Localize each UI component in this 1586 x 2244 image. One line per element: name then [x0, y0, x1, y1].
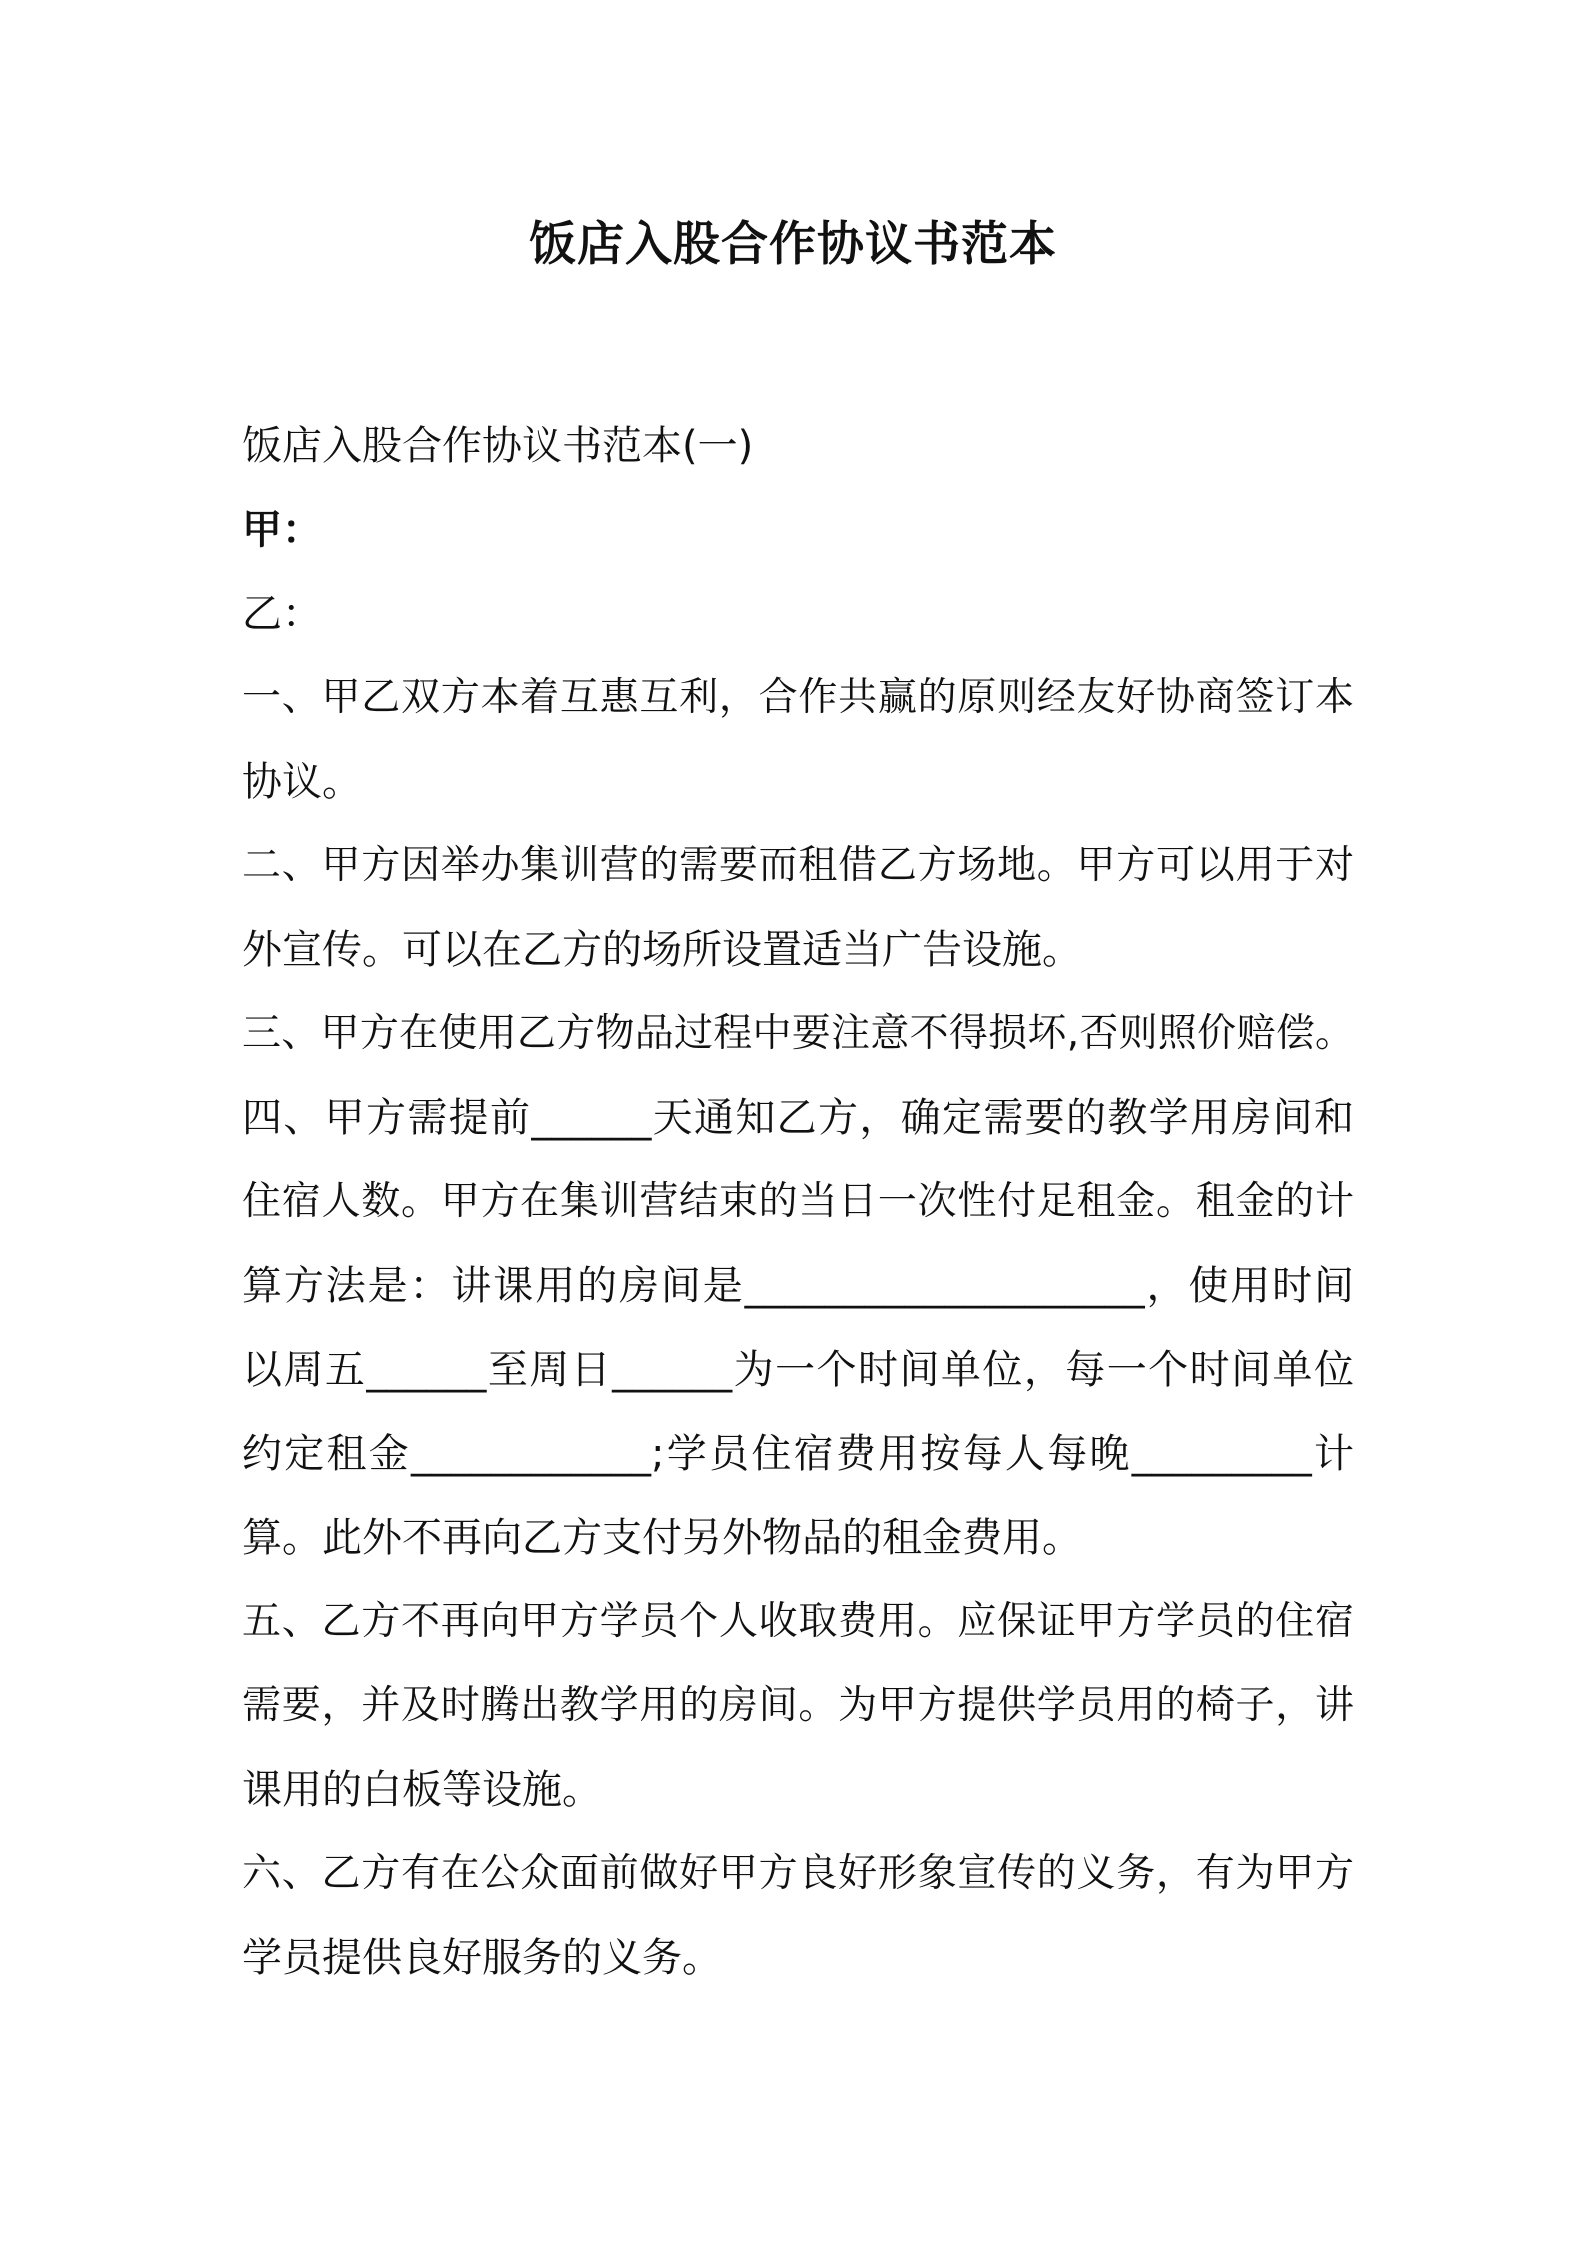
- body-line: 乙：: [242, 591, 322, 637]
- body-line: 协议。: [242, 759, 362, 805]
- body-line: 饭店入股合作协议书范本(一): [242, 423, 754, 469]
- body-line: 外宣传。可以在乙方的场所设置适当广告设施。: [242, 927, 1082, 973]
- document-title: 饭店入股合作协议书范本: [529, 217, 1057, 272]
- body-line: 四、甲方需提前______天通知乙方，确定需要的教学用房间和: [242, 1095, 1354, 1141]
- body-line: 以周五______至周日______为一个时间单位，每一个时间单位: [242, 1347, 1354, 1393]
- body-line: 甲：: [242, 507, 322, 553]
- body-line: 课用的白板等设施。: [242, 1767, 602, 1813]
- body-line: 三、甲方在使用乙方物品过程中要注意不得损坏,否则照价赔偿。: [242, 1011, 1354, 1056]
- body-line: 需要，并及时腾出教学用的房间。为甲方提供学员用的椅子，讲: [242, 1683, 1354, 1728]
- body-line: 学员提供良好服务的义务。: [242, 1935, 722, 1981]
- body-line: 五、乙方不再向甲方学员个人收取费用。应保证甲方学员的住宿: [242, 1599, 1354, 1644]
- body-line: 二、甲方因举办集训营的需要而租借乙方场地。甲方可以用于对: [242, 843, 1354, 888]
- body-line: 住宿人数。甲方在集训营结束的当日一次性付足租金。租金的计: [242, 1179, 1354, 1224]
- body-line: 算方法是：讲课用的房间是____________________，使用时间: [242, 1263, 1354, 1309]
- document-body: [242, 404, 1354, 2000]
- body-line: 算。此外不再向乙方支付另外物品的租金费用。: [242, 1515, 1082, 1561]
- body-line: 六、乙方有在公众面前做好甲方良好形象宣传的义务，有为甲方: [242, 1851, 1354, 1896]
- body-line: 一、甲乙双方本着互惠互利，合作共赢的原则经友好协商签订本: [242, 675, 1354, 720]
- body-line: 约定租金____________;学员住宿费用按每人每晚_________计: [242, 1431, 1354, 1477]
